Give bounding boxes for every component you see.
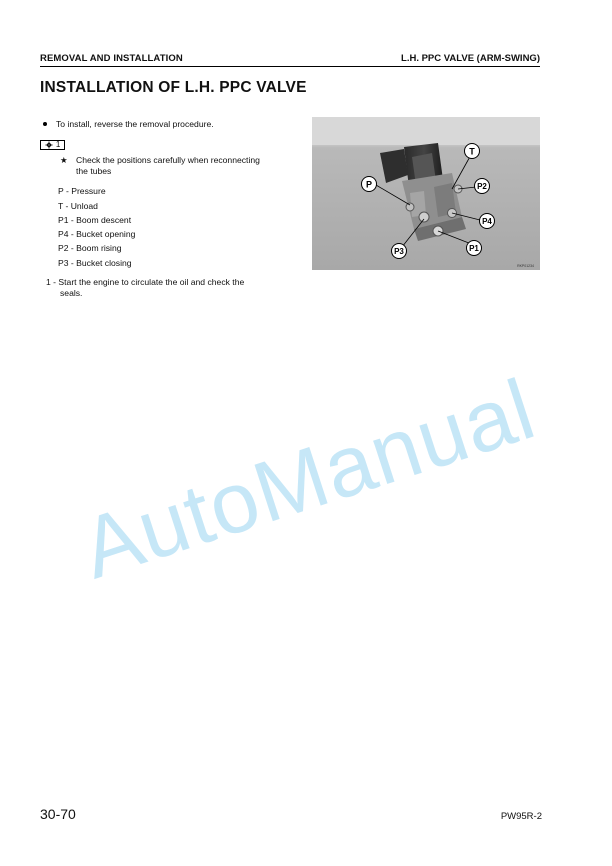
note-line-1: Check the positions carefully when reconnecting: [76, 155, 260, 165]
port-item: P3 - Bucket closing: [58, 258, 132, 268]
page-number: 30-70: [40, 806, 76, 822]
port-item: P2 - Boom rising: [58, 243, 122, 253]
svg-text:T: T: [469, 146, 475, 157]
callout-p1: [467, 241, 482, 256]
port-item: P1 - Boom descent: [58, 215, 132, 225]
port-item: T - Unload: [58, 201, 98, 211]
callout-p4: [480, 214, 495, 229]
port-item: P - Pressure: [58, 186, 106, 196]
header-rule: [40, 66, 540, 67]
svg-text:P4: P4: [482, 217, 492, 226]
svg-text:P1: P1: [469, 244, 479, 253]
star-icon: ★: [60, 155, 68, 165]
reference-number: 1: [55, 140, 61, 149]
step-line-1: 1 - Start the engine to circulate the oil and check the: [46, 277, 245, 287]
note-line-2: the tubes: [76, 166, 112, 176]
step-line-2: seals.: [60, 288, 83, 298]
watermark: AutoManual: [70, 361, 547, 598]
header-component-title: L.H. PPC VALVE (ARM-SWING): [401, 53, 540, 64]
port-item: P4 - Bucket opening: [58, 229, 136, 239]
callout-p3: [392, 244, 407, 259]
install-ref-icon: [45, 141, 53, 149]
figure-code: RKP01234: [517, 264, 534, 268]
intro-text: To install, reverse the removal procedure.: [56, 119, 214, 129]
reference-box: [40, 140, 65, 150]
svg-text:P2: P2: [477, 182, 487, 191]
callout-p: [362, 177, 377, 192]
svg-text:P3: P3: [394, 247, 404, 256]
callout-t: [465, 144, 480, 159]
page-title: INSTALLATION OF L.H. PPC VALVE: [40, 79, 307, 96]
bullet-icon: [43, 122, 47, 126]
header-section-title: REMOVAL AND INSTALLATION: [40, 53, 183, 64]
svg-text:P: P: [365, 179, 373, 190]
callout-p2: [475, 179, 490, 194]
ppc-valve-photo: [312, 117, 540, 270]
model-code: PW95R-2: [500, 811, 542, 822]
